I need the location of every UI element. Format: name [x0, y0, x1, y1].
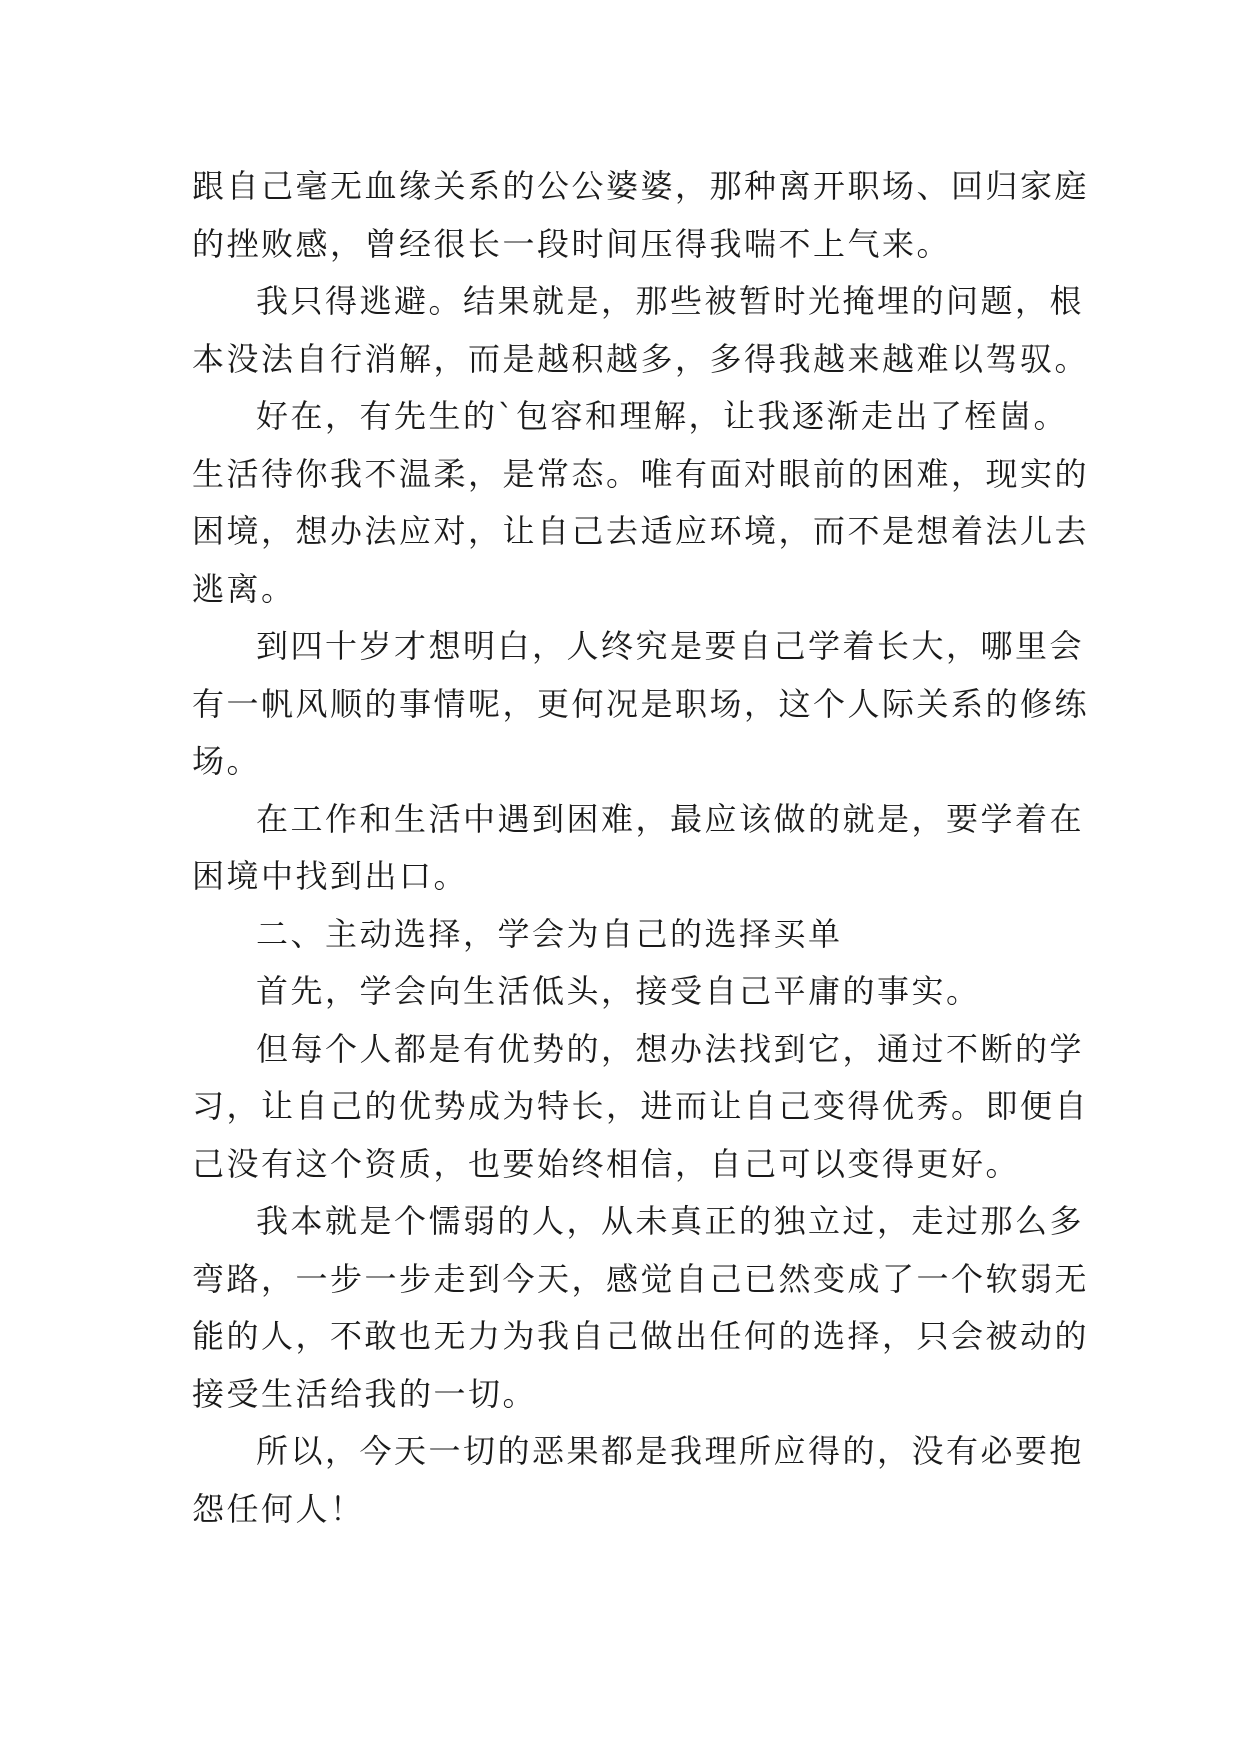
- text-line: 逃离。: [192, 569, 296, 608]
- text-line: 所以，今天一切的恶果都是我理所应得的，没有必要抱: [256, 1432, 1085, 1470]
- text-line: 到四十岁才想明白，人终究是要自己学着长大，哪里会: [256, 627, 1085, 665]
- text-line: 在工作和生活中遇到困难，最应该做的就是，要学着在: [256, 799, 1085, 838]
- text-line: 能的人，不敢也无力为我自己做出任何的选择，只会被动的: [192, 1317, 1090, 1355]
- text-line: 己没有这个资质，也要始终相信，自己可以变得更好。: [192, 1144, 1021, 1183]
- text-line: 我本就是个懦弱的人，从未真正的独立过，走过那么多: [256, 1202, 1085, 1240]
- text-line: 我只得逃避。结果就是，那些被暂时光掩埋的问题，根: [256, 282, 1085, 320]
- text-line: 弯路，一步一步走到今天，感觉自己已然变成了一个软弱无: [192, 1259, 1090, 1298]
- text-line: 首先，学会向生活低头，接受自己平庸的事实。: [256, 972, 981, 1010]
- text-line: 接受生活给我的一切。: [192, 1374, 538, 1413]
- text-line: 习，让自己的优势成为特长，进而让自己变得优秀。即便自: [192, 1087, 1090, 1125]
- text-line: 跟自己毫无血缘关系的公公婆婆，那种离开职场、回归家庭: [192, 167, 1090, 205]
- text-line: 有一帆风顺的事情呢，更何况是职场，这个人际关系的修练: [192, 684, 1090, 723]
- article-body: [192, 158, 1090, 1538]
- text-line: 怨任何人！: [192, 1489, 365, 1528]
- text-line: 场。: [192, 742, 262, 780]
- text-line: 困境中找到出口。: [192, 857, 469, 895]
- text-line: 生活待你我不温柔，是常态。唯有面对眼前的困难，现实的: [192, 454, 1090, 493]
- text-line: 好在，有先生的`包容和理解，让我逐渐走出了桎崮。: [256, 397, 1069, 435]
- section-heading: 二、主动选择，学会为自己的选择买单: [256, 914, 843, 953]
- text-line: 困境，想办法应对，让自己去适应环境，而不是想着法儿去: [192, 512, 1090, 550]
- text-line: 本没法自行消解，而是越积越多，多得我越来越难以驾驭。: [192, 339, 1090, 378]
- text-line: 的挫败感，曾经很长一段时间压得我喘不上气来。: [192, 224, 952, 263]
- text-line: 但每个人都是有优势的，想办法找到它，通过不断的学: [256, 1029, 1085, 1068]
